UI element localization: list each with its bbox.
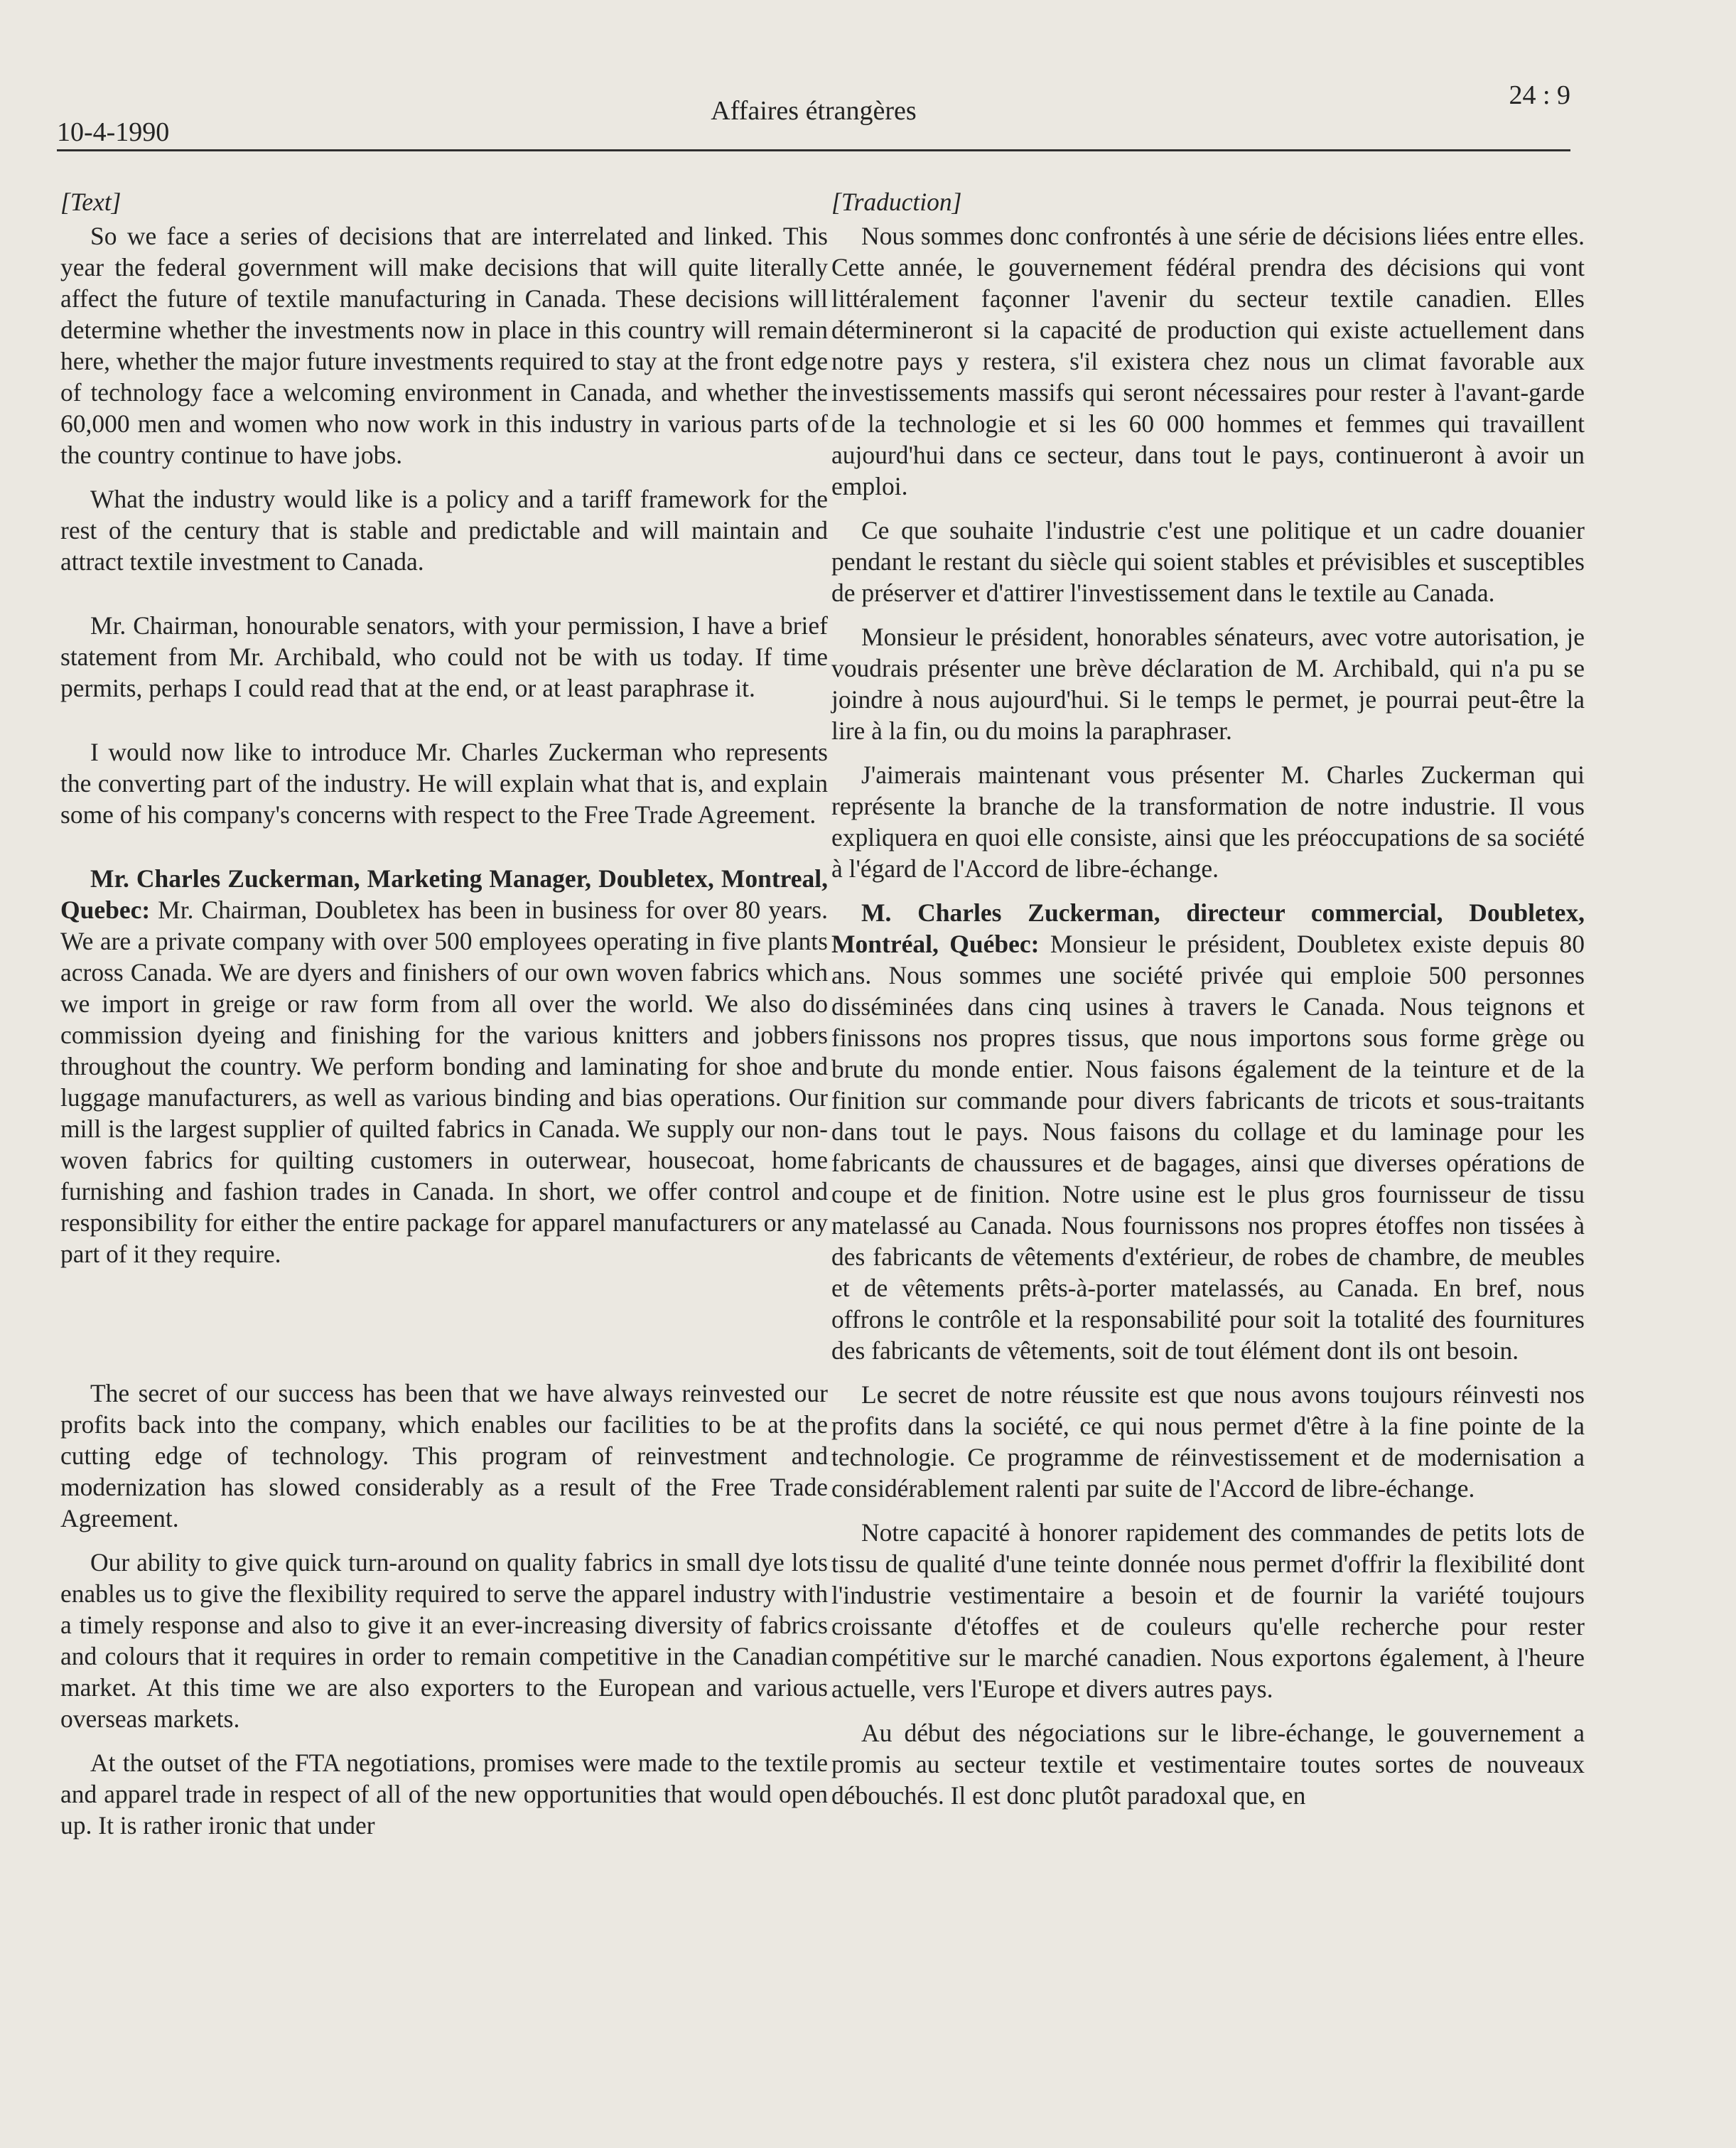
paragraph: Le secret de notre réussite est que nous avons toujours réinvesti nos profits dans la société, ce qui nous permet d'être à la fine pointe de la technologie. Ce programme de réinvestissement et de modernisation a considérablement ralenti par suite de l'Accord de libre-échange. <box>831 1380 1585 1503</box>
header-rule <box>57 149 1570 151</box>
speaker-name: M. Charles Zuckerman, directeur commercial, Doubletex, Montréal, Québec: <box>831 898 1585 958</box>
paragraph: J'aimerais maintenant vous présenter M. Charles Zuckerman qui représente la branche de la transformation de notre industrie. Il vous expliquera en quoi elle consiste, ainsi que les préoccupations de sa société à l'égard de l'Accord de libre-échange. <box>831 761 1585 883</box>
header-date: 10-4-1990 <box>57 117 170 147</box>
speaker-text: Mr. Chairman, Doubletex has been in business for over 80 years. We are a private company with over 500 employees operating in five plants across Canada. We are dyers and finishers of our own woven fabrics which we import in greige or raw form from all over the world. We also do commission dyeing and finishing for the various knitters and jobbers throughout the country. We perform bonding and laminating for shoe and luggage manufacturers, as well as various binding and bias operations. Our mill is the largest supplier of quilted fabrics in Canada. We supply our non-woven fabrics for quilting customers in outerwear, housecoat, home furnishing and fashion trades in Canada. In short, we offer control and responsibility for either the entire package for apparel manufacturers or any part of it they require. <box>60 896 828 1268</box>
paragraph: Ce que souhaite l'industrie c'est une politique et un cadre douanier pendant le restant du siècle qui soient stables et prévisibles et susceptibles de préserver et d'attirer l'investissement dans le textile au Canada. <box>831 516 1585 607</box>
paragraph: So we face a series of decisions that are interrelated and linked. This year the federal government will make decisions that will quite literally affect the future of textile manufacturing in Canada. These decisions will determine whether the investments now in place in this country will remain here, whether the major future investments required to stay at the front edge of technology face a welcoming environment in Canada, and whether the 60,000 men and women who now work in this industry in various parts of the country continue to have jobs. <box>60 222 828 469</box>
speaker-name: Mr. Charles Zuckerman, Marketing Manager, Doubletex, Montreal, Quebec: <box>60 864 828 924</box>
page-header <box>57 71 1570 149</box>
paragraph: What the industry would like is a policy and a tariff framework for the rest of the century that is stable and predictable and will maintain and attract textile investment to Canada. <box>60 485 828 576</box>
speaker-text: Monsieur le président, Doubletex existe depuis 80 ans. Nous sommes une société privée qui emploie 500 personnes disséminées dans cinq usines à travers le Canada. Nous teignons et finissons nos propres tissus, que nous importons sous forme grège ou brute du monde entier. Nous faisons également de la teinture et de la finition sur commande pour divers fabricants de tricots et sous-traitants dans tout le pays. Nous faisons du collage et du laminage pour les fabricants de chaussures et de bagages, ainsi que diverses opérations de coupe et de finition. Notre usine est le plus gros fournisseur de tissu matelassé au Canada. Nous fournissons nos propres étoffes non tissées à des fabricants de vêtements d'extérieur, de robes de chambre, de meubles et de vêtements prêts-à-porter matelassés, au Canada. En bref, nous offrons le contrôle et la responsabilité pour soit la totalité des fournitures des fabricants de vêtements, soit de tout élément dont ils ont besoin. <box>831 930 1585 1365</box>
paragraph: Nous sommes donc confrontés à une série de décisions liées entre elles. Cette année, le gouvernement fédéral prendra des décisions qui vont littéralement façonner l'avenir du secteur textile canadien. Elles détermineront si la capacité de production qui existe actuellement dans notre pays y restera, s'il existera chez nous un climat favorable aux investissements massifs qui seront nécessaires pour rester à l'avant-garde de la technologie et si les 60 000 hommes et femmes qui travaillent aujourd'hui dans ce secteur, dans tout le pays, continueront à avoir un emploi. <box>831 222 1585 500</box>
french-column <box>831 186 1585 1824</box>
header-title: Affaires étrangères <box>711 96 917 126</box>
traduction-label: [Traduction] <box>831 188 962 216</box>
paragraph: Notre capacité à honorer rapidement des commandes de petits lots de tissu de qualité d'une teinte donnée nous permet d'offrir la flexibilité dont l'industrie vestimentaire a besoin et de fournir la variété toujours croissante d'étoffes et de couleurs qu'elle recherche pour rester compétitive sur le marché canadien. Nous exportons également, à l'heure actuelle, vers l'Europe et divers autres pays. <box>831 1518 1585 1703</box>
paragraph: The secret of our success has been that we have always reinvested our profits back into the company, which enables our facilities to be at the cutting edge of technology. This program of reinvestment and modernization has slowed considerably as a result of the Free Trade Agreement. <box>60 1379 828 1532</box>
speaker-paragraph <box>831 897 1585 1366</box>
paragraph: Monsieur le président, honorables sénateurs, avec votre autorisation, je voudrais présenter une brève déclaration de M. Archibald, qui n'a pu se joindre à nous aujourd'hui. Si le temps le permet, je pourrai peut-être la lire à la fin, ou du moins la paraphraser. <box>831 623 1585 745</box>
paragraph: Our ability to give quick turn-around on quality fabrics in small dye lots enables us to give the flexibility required to serve the apparel industry with a timely response and also to give it an ever-increasing diversity of fabrics and colours that it requires in order to remain competitive in the Canadian market. At this time we are also exporters to the European and various overseas markets. <box>60 1548 828 1733</box>
speaker-paragraph <box>60 863 828 1269</box>
paragraph: Mr. Chairman, honourable senators, with your permission, I have a brief statement from Mr. Archibald, who could not be with us today. If time permits, perhaps I could read that at the end, or at least paraphrase it. <box>60 611 828 702</box>
paragraph: Au début des négociations sur le libre-échange, le gouvernement a promis au secteur textile et vestimentaire toutes sortes de nouveaux débouchés. Il est donc plutôt paradoxal que, en <box>831 1719 1585 1810</box>
english-column <box>60 186 828 1854</box>
text-label: [Text] <box>60 188 122 216</box>
paragraph: I would now like to introduce Mr. Charles Zuckerman who represents the converting part of the industry. He will explain what that is, and explain some of his company's concerns with respect to the Free Trade Agreement. <box>60 738 828 829</box>
paragraph: At the outset of the FTA negotiations, promises were made to the textile and apparel trade in respect of all of the new opportunities that would open up. It is rather ironic that under <box>60 1749 828 1840</box>
header-page-number: 24 : 9 <box>1509 80 1570 110</box>
